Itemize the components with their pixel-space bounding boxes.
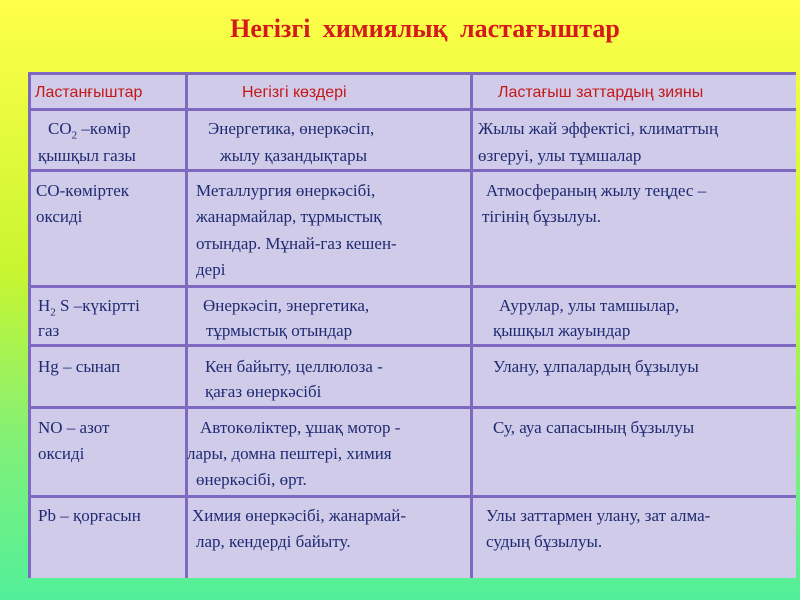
row1-source-line2: жылу қазандықтары — [220, 146, 367, 165]
header-sources: Негізгі көздері — [242, 84, 347, 101]
row2-source-line1: Металлургия өнеркәсібі, — [196, 181, 376, 200]
row3-pollutant — [38, 293, 140, 318]
row6-source-line1: Химия өнеркәсібі, жанармай- — [192, 506, 407, 525]
row-divider-4 — [28, 406, 796, 409]
row-divider-2 — [28, 285, 796, 288]
row6-harm-line2: судың бұзылуы. — [486, 532, 603, 551]
row1-source-line1: Энергетика, өнеркәсіп, — [208, 119, 375, 138]
row5-source-line3: өнеркәсібі, өрт. — [196, 470, 307, 489]
row3-pollutant-subscript: 2 — [50, 306, 56, 319]
row6-pollutant-line1: Pb – қорғасын — [38, 506, 141, 525]
row1-pollutant-line2: қышқыл газы — [38, 146, 136, 165]
row3-pollutant-name: S –күкіртті — [55, 296, 140, 315]
row2-source-line3: отындар. Мұнай-газ кешен- — [196, 234, 397, 253]
column-divider-1 — [185, 72, 188, 578]
row4-source-line1: Кен байыту, целлюлоза - — [205, 357, 383, 376]
row6-harm-line1: Улы заттармен улану, зат алма- — [486, 506, 711, 525]
header-harm: Ластағыш заттардың зияны — [498, 84, 704, 101]
row3-harm-line2: қышқыл жауындар — [493, 321, 631, 340]
row2-harm-line1: Атмосфераның жылу теңдес – — [486, 181, 707, 200]
page-title: Негізгі химиялық ластағыштар — [230, 14, 620, 43]
row1-pollutant-subscript: 2 — [71, 129, 78, 142]
row2-source-line2: жанармайлар, тұрмыстық — [196, 207, 382, 226]
row1-pollutant-name: –көмір — [77, 119, 131, 138]
row2-harm-line2: тігінің бұзылуы. — [482, 207, 601, 226]
row-divider-header — [28, 108, 796, 111]
row1-pollutant — [48, 116, 131, 141]
row3-harm-line1: Аурулар, улы тамшылар, — [499, 296, 680, 315]
row5-pollutant-line2: оксиді — [38, 444, 85, 463]
row2-pollutant-line2: оксиді — [36, 207, 83, 226]
row3-source-line2: тұрмыстық отындар — [206, 321, 353, 340]
row5-pollutant-line1: NO – азот — [38, 418, 110, 437]
row3-pollutant-formula: H — [38, 296, 51, 315]
row2-source-line4: дері — [196, 260, 226, 279]
row-divider-5 — [28, 495, 796, 498]
row4-source-line2: қағаз өнеркәсібі — [205, 382, 322, 401]
row4-harm-line1: Улану, ұлпалардың бұзылуы — [493, 357, 699, 376]
row6-source-line2: лар, кендерді байыту. — [196, 532, 351, 551]
row3-source-line1: Өнеркәсіп, энергетика, — [203, 296, 370, 315]
row1-harm-line2: өзгеруі, улы тұмшалар — [478, 146, 642, 165]
column-divider-2 — [470, 72, 473, 578]
row5-source-line2: лары, домна пештері, химия — [187, 444, 392, 463]
row-divider-1 — [28, 169, 796, 172]
row3-pollutant-line2: газ — [38, 321, 60, 340]
row1-harm-line1: Жылы жай эффектісі, климаттың — [478, 119, 719, 138]
row5-source-line1: Автокөліктер, ұшақ мотор - — [200, 418, 401, 437]
row5-harm-line1: Су, ауа сапасының бұзылуы — [493, 418, 695, 437]
row2-pollutant-line1: CO-көміртек — [36, 181, 130, 200]
row4-pollutant-line1: Hg – сынап — [38, 357, 121, 376]
row-divider-3 — [28, 344, 796, 347]
header-pollutants: Ластанғыштар — [35, 84, 143, 101]
row1-pollutant-formula: CO — [48, 119, 72, 138]
